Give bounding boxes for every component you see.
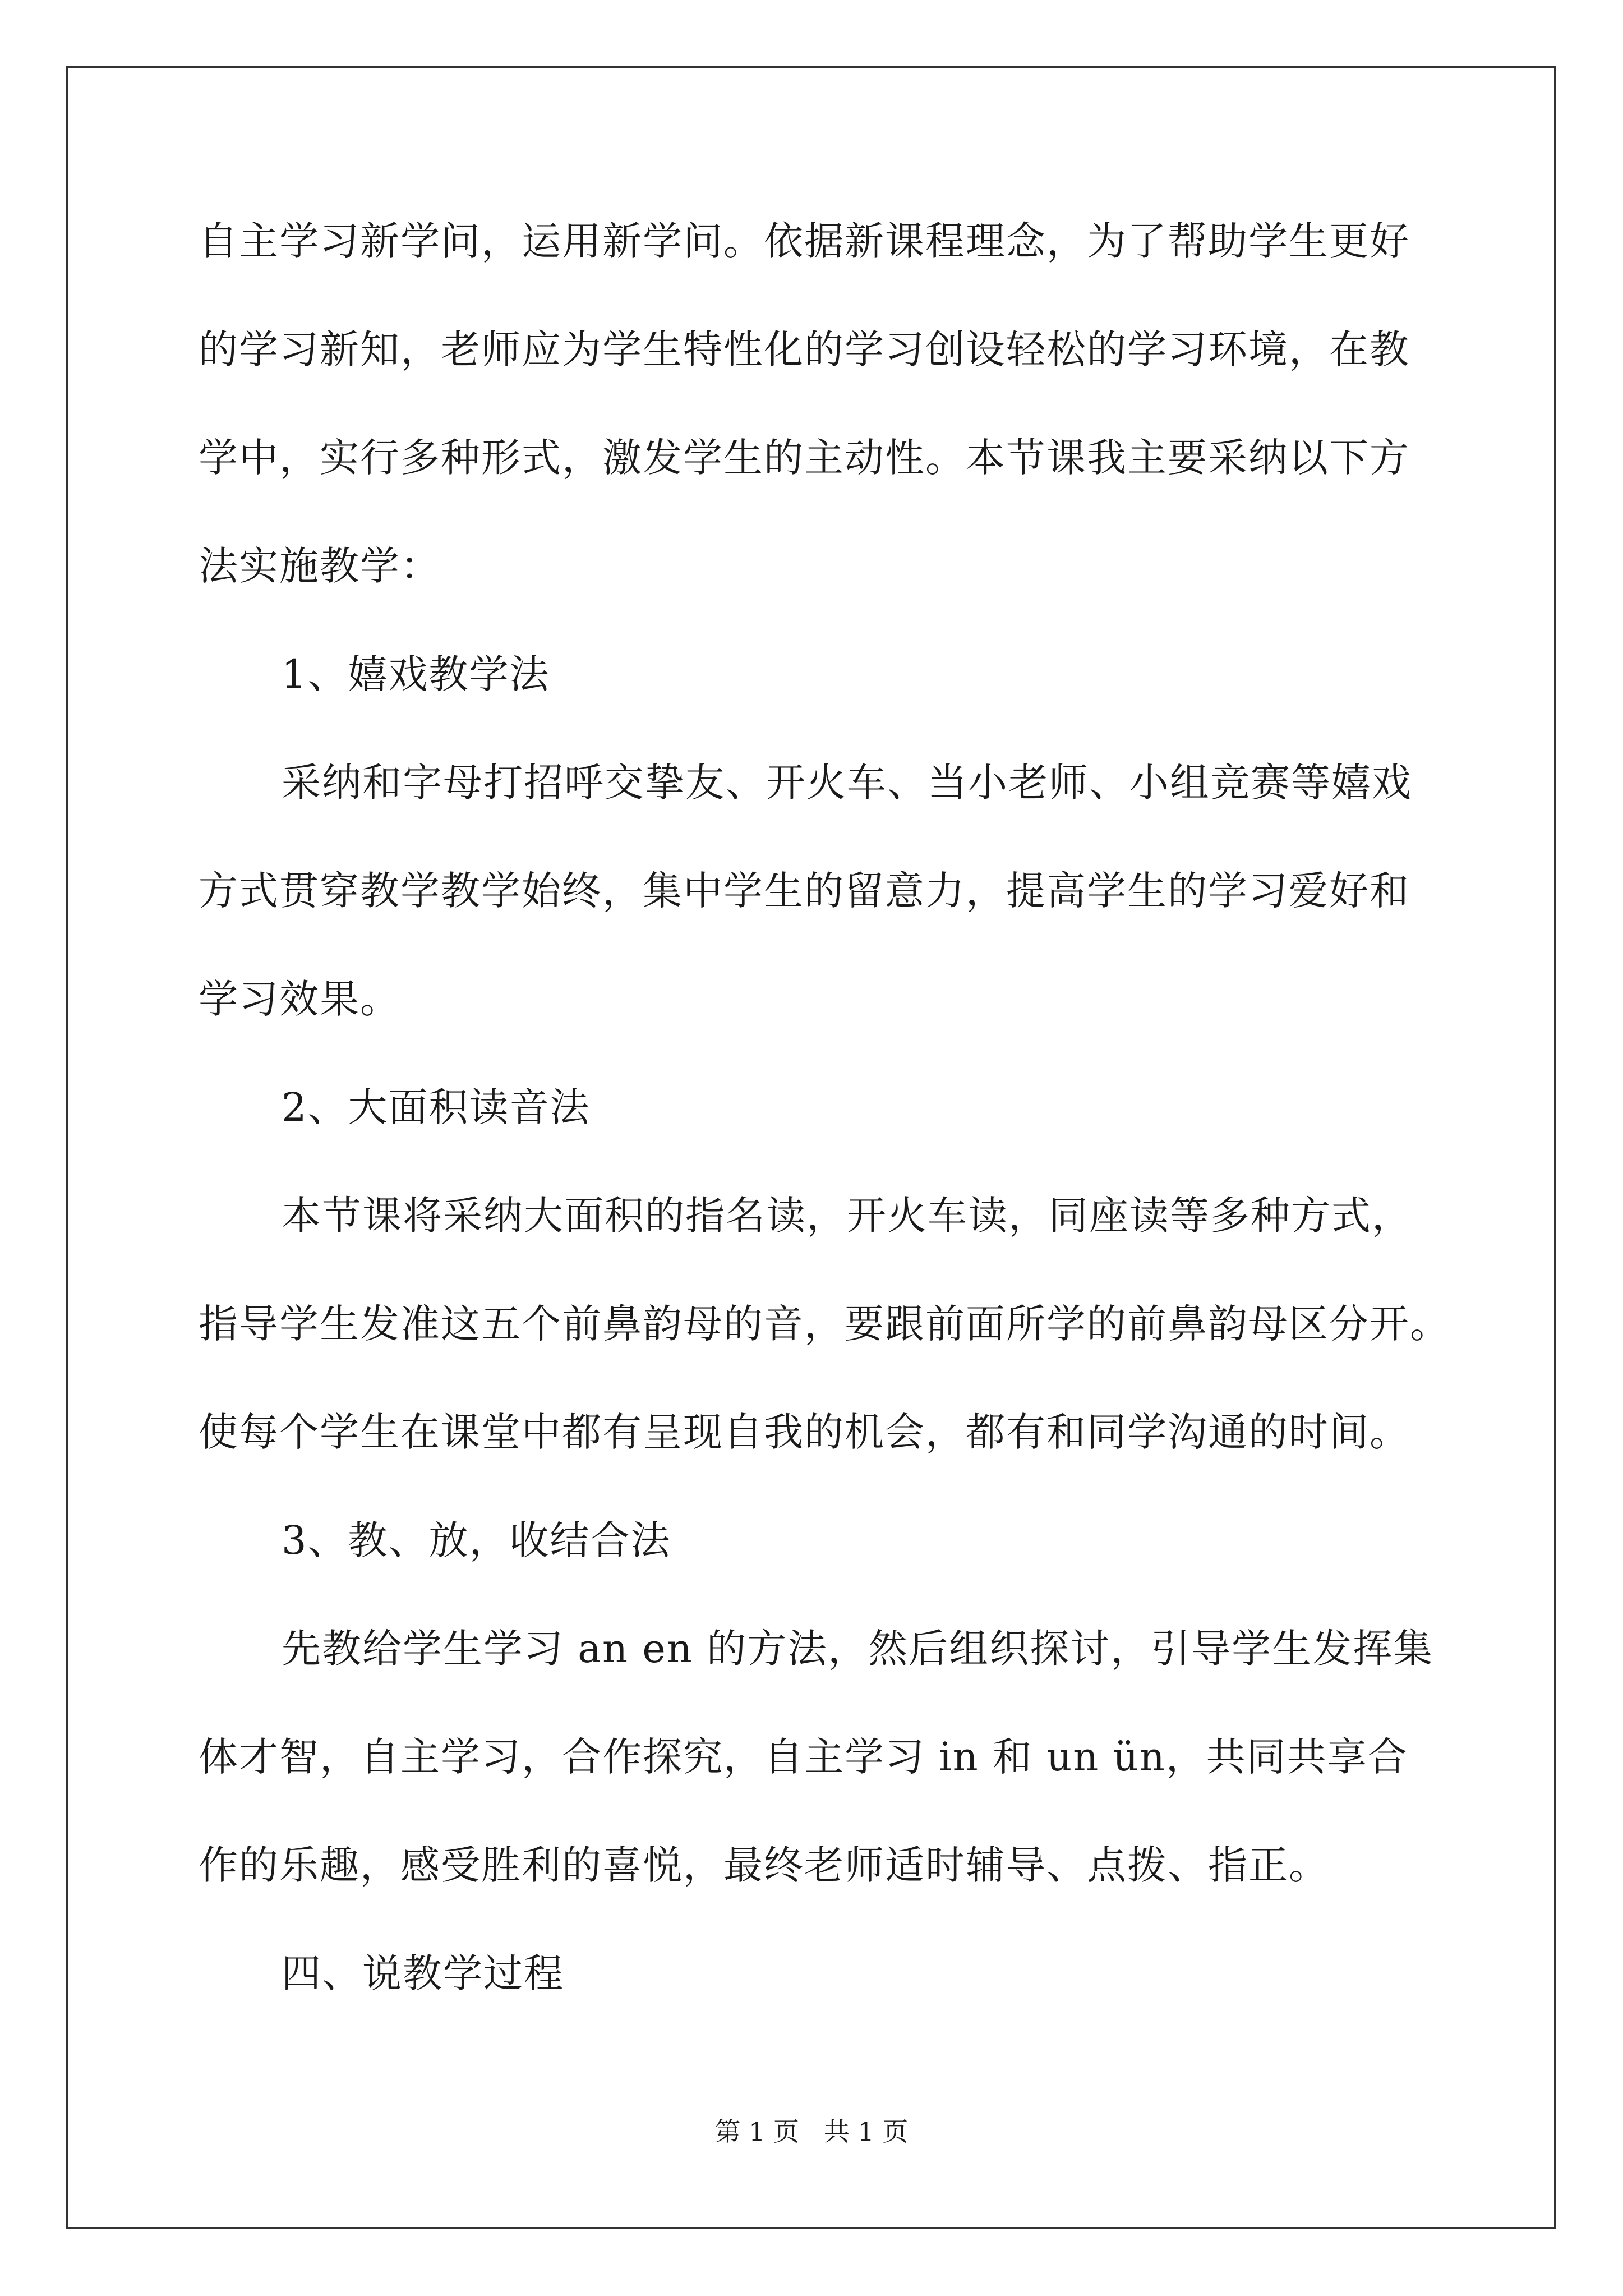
text-line-3: 学中，实行多种形式，激发学生的主动性。本节课我主要采纳以下方 — [199, 435, 1410, 481]
text-line-7: 方式贯穿教学教学始终，集中学生的留意力，提高学生的学习爱好和 — [199, 868, 1410, 914]
text-line-10: 本节课将采纳大面积的指名读，开火车读，同座读等多种方式， — [282, 1193, 1412, 1239]
section-heading-3: 3、教、放，收结合法 — [282, 1517, 671, 1563]
text-line-6: 采纳和字母打招呼交挚友、开火车、当小老师、小组竞赛等嬉戏 — [282, 760, 1412, 806]
text-line-12: 使每个学生在课堂中都有呈现自我的机会，都有和同学沟通的时间。 — [199, 1409, 1410, 1455]
page-footer: 第 1 页 共 1 页 — [714, 2116, 909, 2147]
text-line-1: 自主学习新学问，运用新学问。依据新课程理念，为了帮助学生更好 — [199, 218, 1410, 264]
section-heading-4: 四、说教学过程 — [282, 1950, 564, 1996]
text-line-8: 学习效果。 — [199, 976, 400, 1022]
text-line-11: 指导学生发准这五个前鼻韵母的音，要跟前面所学的前鼻韵母区分开。 — [199, 1301, 1450, 1347]
text-line-4: 法实施教学： — [199, 543, 441, 589]
document-body — [199, 213, 1455, 2054]
text-line-16: 作的乐趣，感受胜利的喜悦，最终老师适时辅导、点拨、指正。 — [199, 1842, 1329, 1888]
text-line-15: 体才智，自主学习，合作探究，自主学习 in 和 un ün，共同共享合 — [199, 1734, 1408, 1780]
text-line-2: 的学习新知，老师应为学生特性化的学习创设轻松的学习环境，在教 — [199, 326, 1410, 372]
section-heading-2: 2、大面积读音法 — [282, 1084, 591, 1130]
section-heading-1: 1、嬉戏教学法 — [282, 651, 550, 697]
text-line-14: 先教给学生学习 an en 的方法，然后组织探讨，引导学生发挥集 — [282, 1626, 1434, 1672]
